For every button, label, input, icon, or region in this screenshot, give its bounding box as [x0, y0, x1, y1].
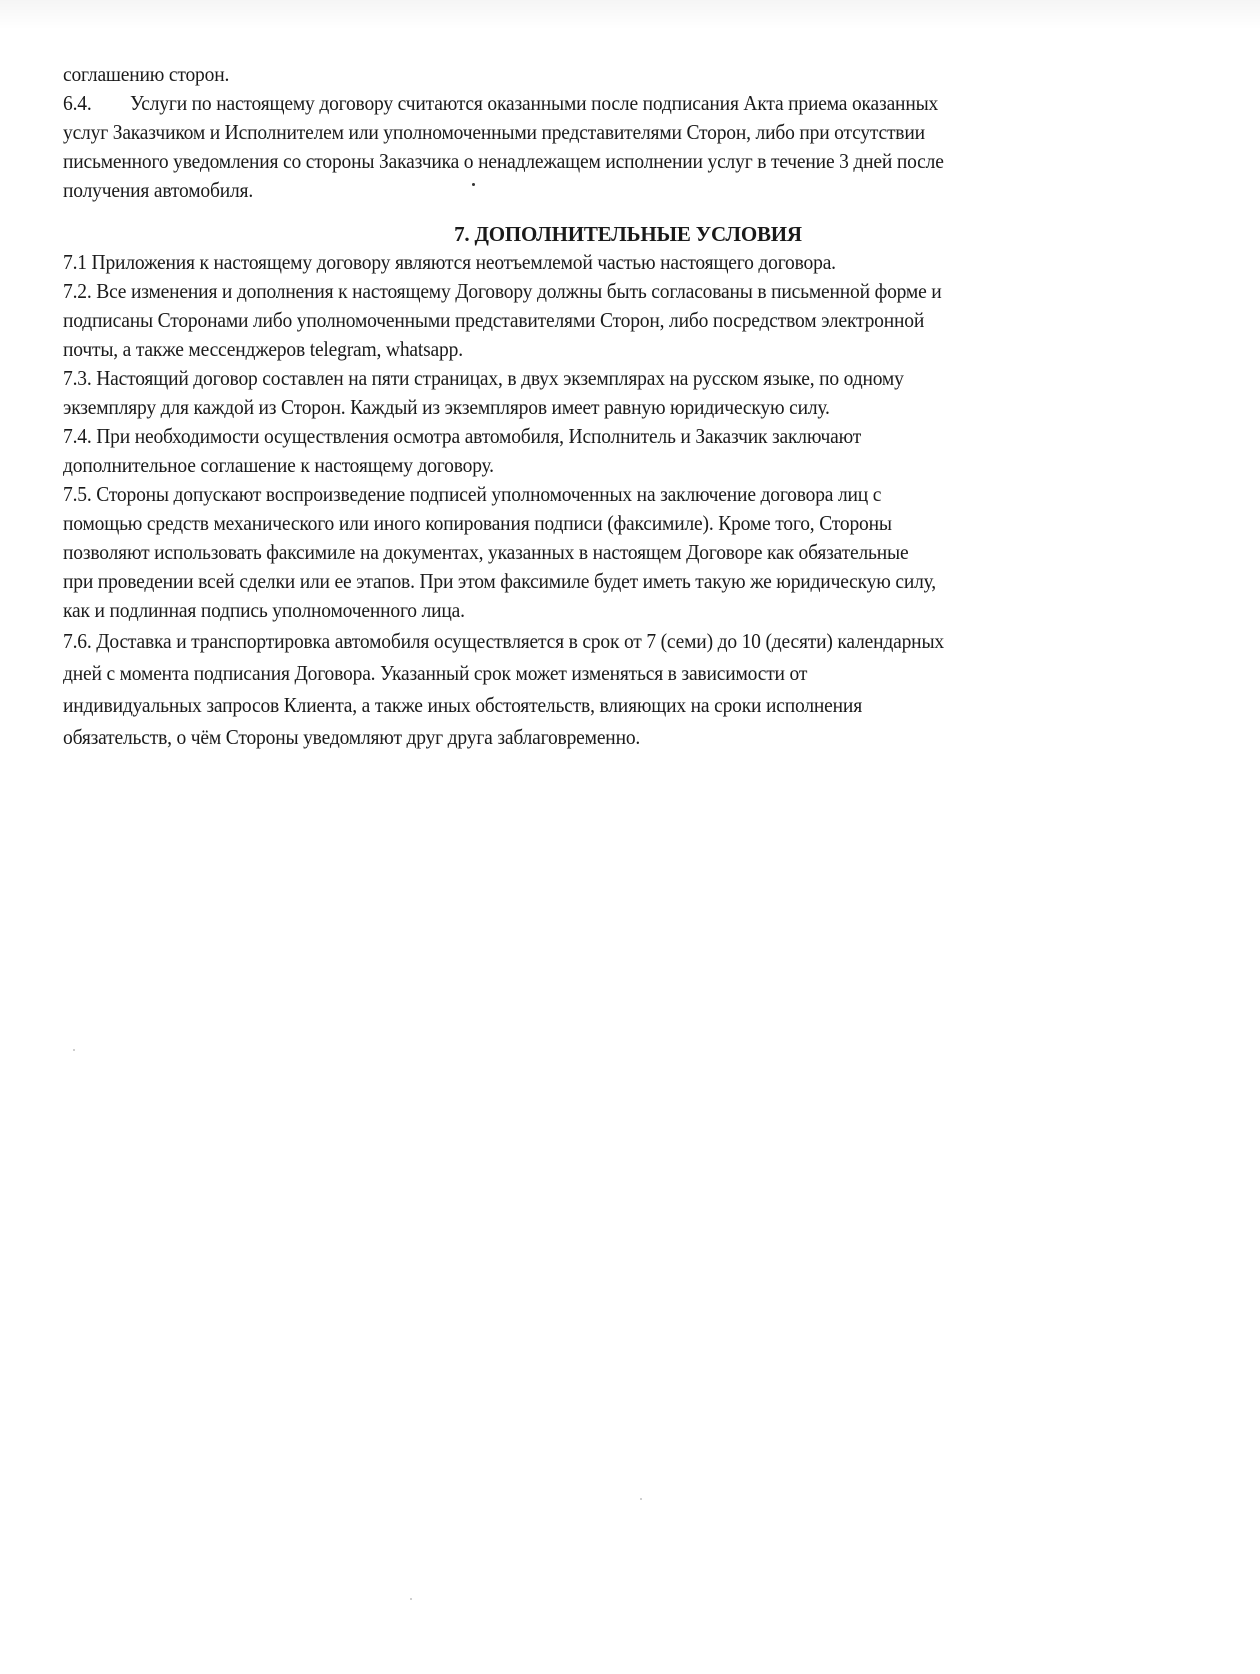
clause-line: при проведении всей сделки или ее этапов. При этом факсимиле будет иметь такую же юридическую силу, — [63, 569, 936, 593]
clause-line: дней с момента подписания Договора. Указанный срок может изменяться в зависимости от — [63, 661, 808, 685]
clause-line: 7.6. Доставка и транспортировка автомобиля осуществляется в срок от 7 (семи) до 10 (десяти) календарных — [63, 629, 944, 653]
clause-6-4 — [63, 89, 1193, 205]
scan-bleed-through — [0, 0, 1260, 30]
clause-line: 7.2. Все изменения и дополнения к настоящему Договору должны быть согласованы в письменной форме и — [63, 279, 942, 303]
clause-number: 6.4. — [63, 91, 92, 115]
clause-line: индивидуальных запросов Клиента, а также иных обстоятельств, влияющих на сроки исполнения — [63, 693, 862, 717]
clause-line: 7.1 Приложения к настоящему договору являются неотъемлемой частью настоящего договора. — [63, 250, 836, 274]
clause-line: 7.5. Стороны допускают воспроизведение подписей уполномоченных на заключение договора лиц с — [63, 482, 882, 506]
clause-line: подписаны Сторонами либо уполномоченными представителями Сторон, либо посредством электронной — [63, 308, 925, 332]
clause-line: экземпляру для каждой из Сторон. Каждый из экземпляров имеет равную юридическую силу. — [63, 395, 830, 419]
clause-line: получения автомобиля. — [63, 178, 254, 202]
clause-line: письменного уведомления со стороны Заказчика о ненадлежащем исполнении услуг в течение 3 дней после — [63, 149, 944, 173]
clause-7-1 — [63, 248, 1193, 277]
clause-line: позволяют использовать факсимиле на документах, указанных в настоящем Договоре как обязательные — [63, 540, 909, 564]
scan-speck — [410, 1598, 412, 1600]
clause-7-6 — [63, 625, 1193, 753]
clause-7-2 — [63, 277, 1193, 364]
clause-line: услуг Заказчиком и Исполнителем или уполномоченными представителями Сторон, либо при отсутствии — [63, 120, 925, 144]
clause-7-3 — [63, 364, 1193, 422]
clause-line: почты, а также мессенджеров telegram, whatsapp. — [63, 337, 463, 361]
clause-text: Услуги по настоящему договору считаются оказанными после подписания Акта приема оказанных — [129, 91, 939, 115]
clause-line: 7.4. При необходимости осуществления осмотра автомобиля, Исполнитель и Заказчик заключают — [63, 424, 862, 448]
document-page — [63, 60, 1193, 753]
clause-line: дополнительное соглашение к настоящему договору. — [63, 453, 494, 477]
scan-speck — [640, 1498, 642, 1500]
carryover-line: соглашению сторон. — [63, 62, 230, 86]
clause-7-4 — [63, 422, 1193, 480]
clause-line: 7.3. Настоящий договор составлен на пяти страницах, в двух экземплярах на русском языке, по одному — [63, 366, 904, 390]
clause-line: помощью средств механического или иного копирования подписи (факсимиле). Кроме того, Стороны — [63, 511, 892, 535]
scan-speck — [73, 1049, 75, 1051]
section-heading: 7. ДОПОЛНИТЕЛЬНЫЕ УСЛОВИЯ — [454, 222, 802, 246]
clause-7-5 — [63, 480, 1193, 625]
clause-line: как и подлинная подпись уполномоченного лица. — [63, 598, 465, 622]
clause-line — [63, 89, 1114, 118]
clause-line: обязательств, о чём Стороны уведомляют друг друга заблаговременно. — [63, 725, 641, 749]
